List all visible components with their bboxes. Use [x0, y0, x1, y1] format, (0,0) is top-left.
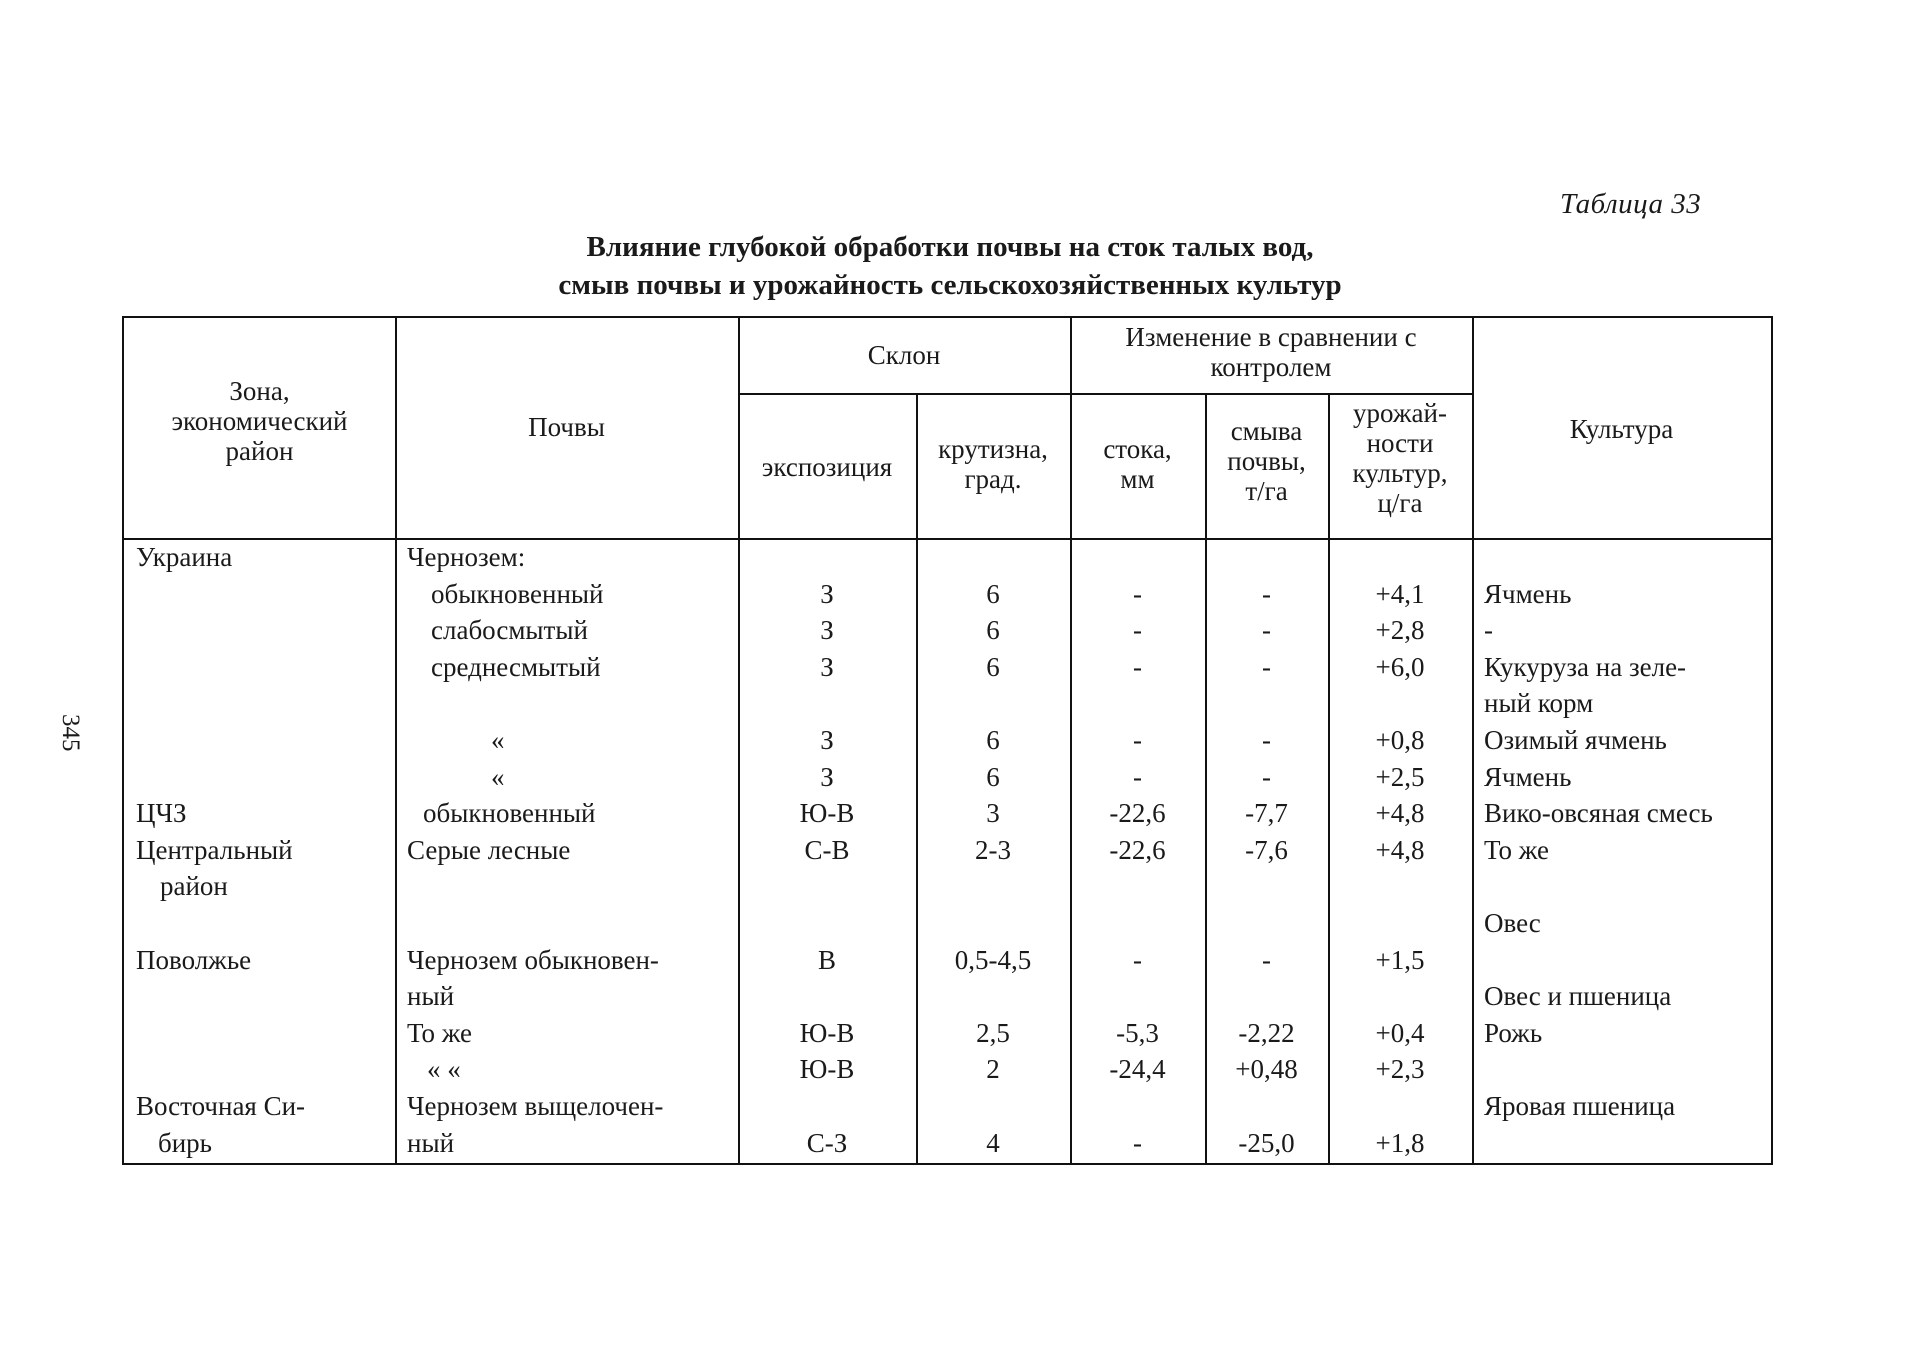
cell-exp: Ю-В	[799, 1054, 855, 1085]
table-title-line-2: смыв почвы и урожайность сельскохозяйственных культур	[558, 269, 1342, 301]
cell-exp: В	[817, 944, 836, 975]
cell-exp: З	[820, 615, 834, 646]
cell-exp: Ю-В	[799, 1017, 855, 1048]
cell-steep: 6	[986, 761, 1000, 792]
cell-erosion: -	[1262, 944, 1271, 975]
cell-steep: 2,5	[976, 1017, 1010, 1048]
cell-exp: Ю-В	[799, 798, 855, 829]
header-runoff: стока, мм	[1103, 434, 1172, 494]
table-title-line-1: Влияние глубокой обработки почвы на сток талых вод,	[586, 231, 1314, 263]
cell-soil: То же	[407, 1017, 472, 1048]
cell-steep: 0,5-4,5	[954, 944, 1032, 975]
cell-soil: «	[491, 725, 505, 755]
cell-soil: Чернозем обыкновен-	[407, 944, 659, 975]
cell-zone: район	[160, 871, 228, 902]
cell-crop: Вико-овсяная смесь	[1484, 798, 1713, 829]
table-label: Таблица 33	[1560, 188, 1702, 220]
cell-runoff: -22,6	[1109, 798, 1166, 829]
cell-yield: +6,0	[1375, 651, 1425, 682]
header-yield: урожай- ности культур, ц/га	[1352, 398, 1448, 518]
cell-crop: Овес	[1484, 908, 1541, 938]
cell-steep: 6	[986, 651, 1000, 682]
cell-yield: +1,5	[1375, 944, 1425, 975]
header-bottom-rule	[124, 538, 1771, 540]
cell-exp: З	[820, 725, 834, 755]
cell-soil: Чернозем:	[407, 542, 526, 572]
cell-exp: С-В	[804, 834, 850, 865]
cell-soil: слабосмытый	[431, 615, 588, 646]
col-divider	[395, 318, 397, 1165]
cell-soil: обыкновенный	[431, 578, 604, 609]
cell-zone: Восточная Си-	[136, 1091, 306, 1121]
cell-erosion: -25,0	[1238, 1127, 1295, 1158]
cell-crop: -	[1484, 615, 1493, 646]
cell-yield: +4,8	[1375, 834, 1425, 865]
cell-runoff: -5,3	[1116, 1017, 1159, 1048]
cell-zone: ЦЧЗ	[136, 798, 187, 829]
cell-crop: Озимый ячмень	[1484, 725, 1667, 755]
cell-erosion: -	[1262, 761, 1271, 792]
cell-soil: ный	[407, 981, 455, 1012]
header-erosion: смыва почвы, т/га	[1227, 416, 1306, 506]
cell-runoff: -	[1133, 725, 1142, 755]
cell-soil: «	[491, 761, 505, 792]
cell-steep: 6	[986, 615, 1000, 646]
cell-crop: Яровая пшеница	[1484, 1091, 1676, 1121]
cell-runoff: -24,4	[1109, 1054, 1166, 1085]
cell-yield: +2,8	[1375, 615, 1425, 646]
header-soils: Почвы	[528, 412, 605, 442]
data-table	[122, 316, 1773, 1165]
cell-yield: +4,1	[1375, 578, 1425, 609]
cell-yield: +0,4	[1375, 1017, 1425, 1048]
cell-erosion: -	[1262, 725, 1271, 755]
cell-yield: +0,8	[1375, 725, 1425, 755]
header-exposition: экспозиция	[761, 452, 893, 482]
cell-steep: 2-3	[975, 834, 1011, 865]
page-number: 345	[57, 714, 84, 752]
cell-erosion: -	[1262, 578, 1271, 609]
cell-soil: Серые лесные	[407, 834, 571, 865]
cell-exp: З	[820, 578, 834, 609]
header-slope: Склон	[867, 340, 941, 370]
cell-exp: З	[820, 761, 834, 792]
header-steepness: крутизна, град.	[938, 434, 1048, 494]
cell-erosion: -7,7	[1245, 798, 1288, 829]
cell-zone: Центральный	[136, 834, 293, 865]
cell-crop: ный корм	[1484, 688, 1594, 719]
header-change: Изменение в сравнении с контролем	[1125, 322, 1417, 382]
cell-steep: 2	[986, 1054, 1000, 1085]
cell-steep: 6	[986, 578, 1000, 609]
cell-erosion: +0,48	[1235, 1054, 1298, 1085]
cell-yield: +2,5	[1375, 761, 1425, 792]
cell-crop: Овес и пшеница	[1484, 981, 1672, 1012]
cell-crop: То же	[1484, 834, 1549, 865]
cell-runoff: -	[1133, 944, 1142, 975]
cell-soil: среднесмытый	[431, 651, 601, 682]
header-subdivider	[738, 393, 1472, 395]
cell-erosion: -	[1262, 651, 1271, 682]
cell-soil: ный	[407, 1127, 455, 1158]
cell-crop: Ячмень	[1484, 578, 1572, 609]
cell-zone: Украина	[136, 542, 233, 572]
cell-erosion: -2,22	[1238, 1017, 1295, 1048]
cell-yield: +1,8	[1375, 1127, 1425, 1158]
cell-crop: Кукуруза на зеле-	[1484, 651, 1687, 682]
cell-runoff: -	[1133, 1127, 1142, 1158]
cell-erosion: -	[1262, 615, 1271, 646]
header-zone: Зона, экономический район	[171, 376, 348, 466]
cell-crop: Рожь	[1484, 1017, 1543, 1048]
cell-exp: С-З	[806, 1127, 848, 1158]
cell-soil: « «	[427, 1054, 461, 1085]
cell-runoff: -	[1133, 761, 1142, 792]
cell-erosion: -7,6	[1245, 834, 1288, 865]
cell-yield: +4,8	[1375, 798, 1425, 829]
cell-soil: обыкновенный	[423, 798, 596, 829]
cell-zone: бирь	[158, 1127, 212, 1158]
cell-exp: З	[820, 651, 834, 682]
cell-runoff: -	[1133, 578, 1142, 609]
cell-yield: +2,3	[1375, 1054, 1425, 1085]
cell-runoff: -	[1133, 615, 1142, 646]
cell-steep: 3	[986, 798, 1000, 829]
cell-crop: Ячмень	[1484, 761, 1572, 792]
cell-runoff: -22,6	[1109, 834, 1166, 865]
cell-soil: Чернозем выщелочен-	[407, 1091, 664, 1121]
header-crop: Культура	[1569, 414, 1674, 444]
col-divider	[1472, 318, 1474, 1165]
cell-steep: 6	[986, 725, 1000, 755]
cell-steep: 4	[986, 1127, 1000, 1158]
cell-runoff: -	[1133, 651, 1142, 682]
cell-zone: Поволжье	[136, 944, 252, 975]
